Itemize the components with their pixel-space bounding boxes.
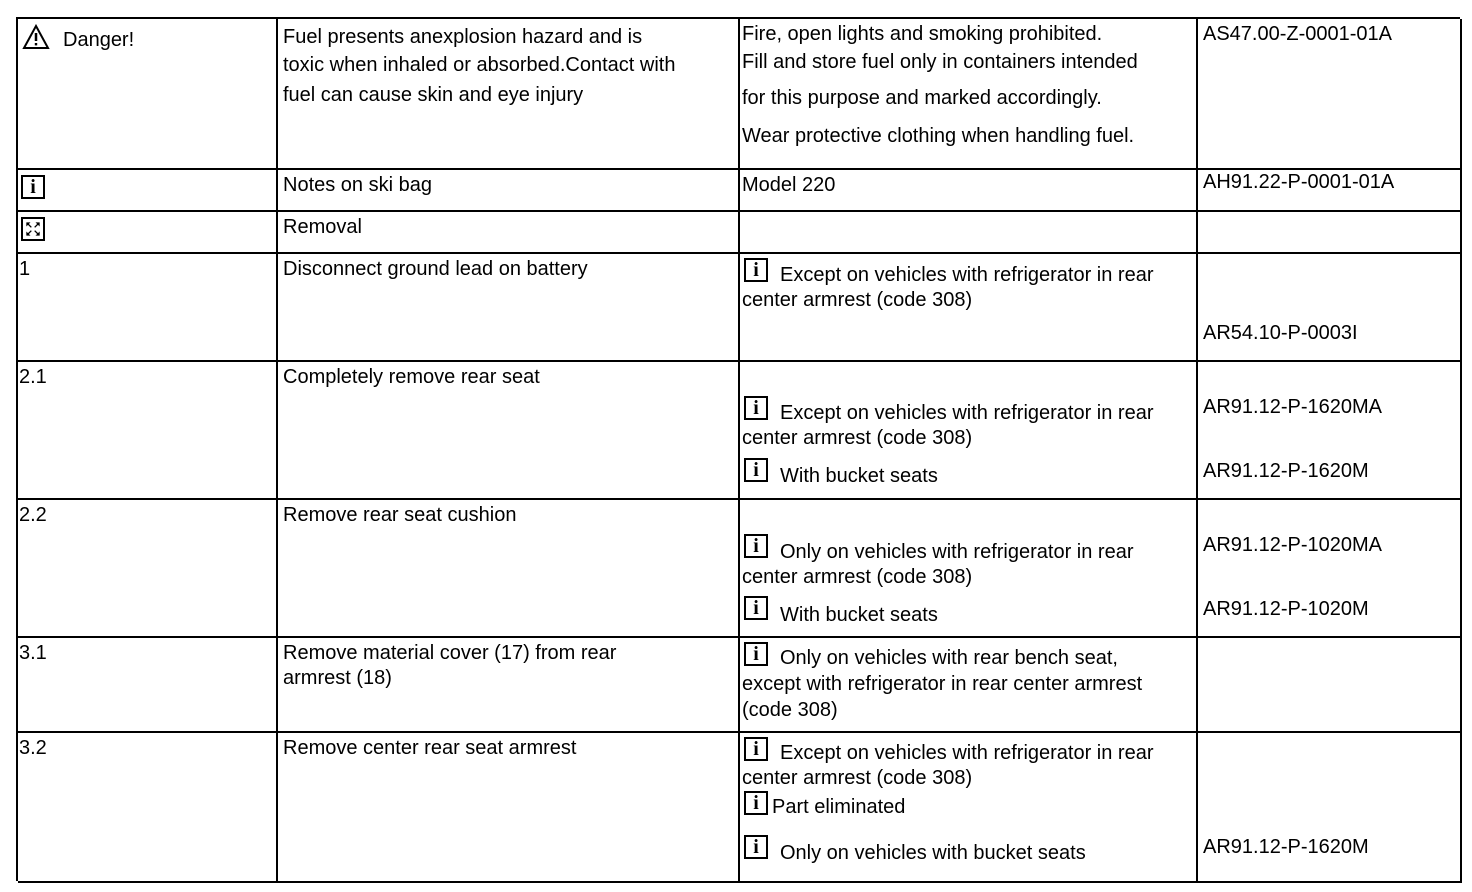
step-number: 1 bbox=[19, 258, 31, 280]
row-step-3-1-notes-cell bbox=[740, 638, 1198, 733]
row-step-2-1-step-cell bbox=[18, 362, 278, 500]
step-description: Remove material cover (17) from rear bbox=[283, 642, 617, 664]
info-icon: i bbox=[744, 258, 768, 282]
step-description: Disconnect ground lead on battery bbox=[283, 258, 588, 280]
row-notes-notes-cell bbox=[740, 170, 1198, 212]
danger-note-line: Wear protective clothing when handling fuel. bbox=[742, 125, 1135, 147]
row-danger-step-cell bbox=[18, 19, 278, 170]
row-step-2-2-notes-cell bbox=[740, 500, 1198, 638]
step-description: Remove center rear seat armrest bbox=[283, 737, 577, 759]
row-step-2-2-desc-cell bbox=[278, 500, 740, 638]
note-text: Only on vehicles with rear bench seat, bbox=[780, 647, 1118, 669]
note-text: center armrest (code 308) bbox=[742, 427, 973, 449]
row-step-1-step-cell bbox=[18, 254, 278, 362]
row-notes-step-cell bbox=[18, 170, 278, 212]
step-description: Remove rear seat cushion bbox=[283, 504, 517, 526]
danger-desc-line: Fuel presents anexplosion hazard and is bbox=[283, 26, 643, 48]
reference-link[interactable]: AS47.00-Z-0001-01A bbox=[1203, 23, 1393, 45]
warning-triangle-icon bbox=[22, 24, 50, 50]
danger-desc-line: toxic when inhaled or absorbed.Contact with bbox=[283, 54, 676, 76]
danger-note-line: Fire, open lights and smoking prohibited. bbox=[742, 23, 1103, 45]
info-icon: i bbox=[744, 596, 768, 620]
reference-link[interactable]: AR91.12-P-1620M bbox=[1203, 460, 1369, 482]
step-description: Completely remove rear seat bbox=[283, 366, 540, 388]
note-text: Part eliminated bbox=[772, 796, 906, 818]
reference-link[interactable]: AR54.10-P-0003I bbox=[1203, 322, 1358, 344]
procedure-table bbox=[16, 17, 1460, 881]
note-text: Except on vehicles with refrigerator in rear bbox=[780, 264, 1154, 286]
info-icon: i bbox=[744, 791, 768, 815]
row-danger-desc-cell bbox=[278, 19, 740, 170]
row-step-3-1-step-cell bbox=[18, 638, 278, 733]
note-text: Only on vehicles with refrigerator in rear bbox=[780, 541, 1134, 563]
row-step-3-2-desc-cell bbox=[278, 733, 740, 883]
note-text: center armrest (code 308) bbox=[742, 767, 973, 789]
row-removal-step-cell bbox=[18, 212, 278, 254]
danger-desc-line: fuel can cause skin and eye injury bbox=[283, 84, 584, 106]
info-icon: i bbox=[744, 396, 768, 420]
removal-expand-icon bbox=[21, 217, 45, 241]
row-removal-notes-cell bbox=[740, 212, 1198, 254]
reference-link[interactable]: AR91.12-P-1020MA bbox=[1203, 534, 1382, 556]
row-step-2-2-ref-cell bbox=[1198, 500, 1462, 638]
info-icon: i bbox=[744, 534, 768, 558]
info-icon: i bbox=[744, 835, 768, 859]
row-step-2-1-desc-cell bbox=[278, 362, 740, 500]
note-text: With bucket seats bbox=[780, 604, 938, 626]
row-step-3-2-step-cell bbox=[18, 733, 278, 883]
note-text: except with refrigerator in rear center armrest bbox=[742, 673, 1143, 695]
step-number: 2.1 bbox=[19, 366, 47, 388]
note-text: Model 220 bbox=[742, 174, 836, 196]
reference-link[interactable]: AR91.12-P-1620M bbox=[1203, 836, 1369, 858]
row-danger-notes-cell bbox=[740, 19, 1198, 170]
section-heading: Removal bbox=[283, 216, 362, 238]
row-step-3-1-ref-cell bbox=[1198, 638, 1462, 733]
info-icon: i bbox=[21, 175, 45, 199]
row-step-1-desc-cell bbox=[278, 254, 740, 362]
step-number: 3.2 bbox=[19, 737, 47, 759]
danger-label: Danger! bbox=[63, 29, 135, 51]
note-text: Except on vehicles with refrigerator in rear bbox=[780, 402, 1154, 424]
reference-link[interactable]: AH91.22-P-0001-01A bbox=[1203, 171, 1395, 193]
note-text: Except on vehicles with refrigerator in rear bbox=[780, 742, 1154, 764]
note-text: (code 308) bbox=[742, 699, 838, 721]
note-text: With bucket seats bbox=[780, 465, 938, 487]
step-number: 2.2 bbox=[19, 504, 47, 526]
step-description: Notes on ski bag bbox=[283, 174, 432, 196]
step-description: armrest (18) bbox=[283, 667, 392, 689]
reference-link[interactable]: AR91.12-P-1620MA bbox=[1203, 396, 1382, 418]
note-text: center armrest (code 308) bbox=[742, 566, 973, 588]
danger-note-line: for this purpose and marked accordingly. bbox=[742, 87, 1102, 109]
row-danger-ref-cell bbox=[1198, 19, 1462, 170]
reference-link[interactable]: AR91.12-P-1020M bbox=[1203, 598, 1369, 620]
row-step-3-2-notes-cell bbox=[740, 733, 1198, 883]
row-step-1-notes-cell bbox=[740, 254, 1198, 362]
row-removal-ref-cell bbox=[1198, 212, 1462, 254]
row-step-2-2-step-cell bbox=[18, 500, 278, 638]
note-text: center armrest (code 308) bbox=[742, 289, 973, 311]
row-step-3-1-desc-cell bbox=[278, 638, 740, 733]
step-number: 3.1 bbox=[19, 642, 47, 664]
info-icon: i bbox=[744, 737, 768, 761]
note-text: Only on vehicles with bucket seats bbox=[780, 842, 1086, 864]
row-step-1-ref-cell bbox=[1198, 254, 1462, 362]
info-icon: i bbox=[744, 458, 768, 482]
danger-note-line: Fill and store fuel only in containers intended bbox=[742, 51, 1138, 73]
row-notes-desc-cell bbox=[278, 170, 740, 212]
info-icon: i bbox=[744, 642, 768, 666]
row-step-3-2-ref-cell bbox=[1198, 733, 1462, 883]
row-notes-ref-cell bbox=[1198, 170, 1462, 212]
row-step-2-1-ref-cell bbox=[1198, 362, 1462, 500]
row-step-2-1-notes-cell bbox=[740, 362, 1198, 500]
row-removal-desc-cell bbox=[278, 212, 740, 254]
